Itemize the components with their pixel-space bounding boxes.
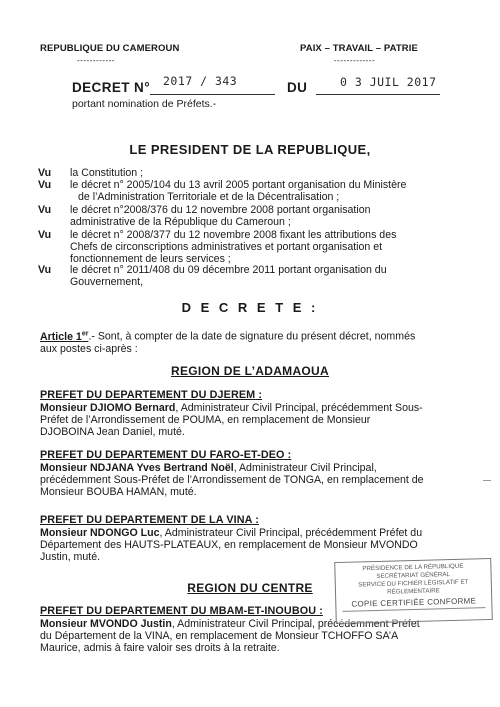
vu-item bbox=[38, 204, 478, 228]
vu-text: le décret n° 2011/408 du 09 décembre 2011 portant organisation du Gouvernement, bbox=[70, 264, 387, 288]
margin-mark bbox=[483, 480, 491, 481]
vu-label: Vu bbox=[38, 264, 52, 276]
prefet-title: PREFET DU DEPARTEMENT DU DJEREM : bbox=[40, 389, 263, 401]
certified-copy-stamp: PRÉSIDENCE DE LA RÉPUBLIQUE SECRÉTARIAT GÉNÉRAL SERVICE DU FICHIER LÉGISLATIF ET RÉGLEMENTAIRE COPIE CERTIFIÉE CONFORME bbox=[334, 558, 493, 624]
vu-label: Vu bbox=[38, 167, 52, 179]
article-1: Article 1er.- Sont, à compter de la date de signature du présent décret, nommés aux postes ci-après : bbox=[40, 330, 416, 355]
header-republic: REPUBLIQUE DU CAMEROUN bbox=[40, 43, 180, 54]
vu-item bbox=[38, 167, 478, 179]
vu-item bbox=[38, 179, 478, 203]
header-left-dashes: ------------ bbox=[77, 56, 115, 65]
vu-text: le décret n° 2005/104 du 13 avril 2005 portant organisation du Ministère de l’Administration Territoriale et de la Décentralisation ; bbox=[70, 179, 407, 203]
prefet-body: Monsieur NDJANA Yves Bertrand Noël, Administrateur Civil Principal, précédemment Sous-Préfet de l’Arrondissement de TONGA, en remplacement de Monsieur BOUBA HAMAN, muté. bbox=[40, 462, 424, 499]
decree-label: DECRET N° bbox=[72, 80, 151, 95]
vu-item bbox=[38, 264, 478, 288]
prefet-name: Monsieur NDONGO Luc bbox=[40, 527, 160, 539]
vu-label: Vu bbox=[38, 229, 52, 241]
article-1-label: Article 1er bbox=[40, 330, 89, 343]
vu-item bbox=[38, 229, 478, 265]
prefet-name: Monsieur DJIOMO Bernard bbox=[40, 402, 176, 414]
decree-du-label: DU bbox=[287, 80, 308, 95]
decrete-heading: D E C R E T E : bbox=[181, 300, 319, 315]
vu-text: le décret n° 2008/377 du 12 novembre 2008 fixant les attributions des Chefs de circonscriptions administratives et portant organisation et fonctionnement de leurs services ; bbox=[70, 229, 397, 265]
president-heading: LE PRESIDENT DE LA REPUBLIQUE, bbox=[129, 142, 371, 157]
prefet-title: PREFET DU DEPARTEMENT DU FARO-ET-DEO : bbox=[40, 449, 292, 461]
vu-label: Vu bbox=[38, 204, 52, 216]
decree-date-field bbox=[316, 74, 440, 95]
prefet-body: Monsieur MVONDO Justin, Administrateur Civil Principal, précédemment Préfet du Département de la VINA, en remplacement de Monsieur TCHOFFO SA’A Maurice, admis à faire valoir ses droits à la retraite. bbox=[40, 618, 420, 655]
vu-label: Vu bbox=[38, 179, 52, 191]
header-right-dashes: ------------- bbox=[334, 56, 376, 65]
region-heading: REGION DE L’ADAMAOUA bbox=[170, 364, 329, 378]
prefet-body: Monsieur DJIOMO Bernard, Administrateur Civil Principal, précédemment Sous- Préfet de l’Arrondissement de POUMA, en remplacement de Monsieur DJOBOINA Jean Daniel, muté. bbox=[40, 402, 423, 439]
decree-date: 0 3 JUIL 2017 bbox=[340, 75, 437, 89]
decree-number-field bbox=[150, 74, 275, 95]
prefet-name: Monsieur MVONDO Justin bbox=[40, 618, 172, 630]
vu-text: le décret n°2008/376 du 12 novembre 2008 portant organisation administrative de la République du Cameroun ; bbox=[70, 204, 371, 228]
prefet-body: Monsieur NDONGO Luc, Administrateur Civil Principal, précédemment Préfet du Département des HAUTS-PLATEAUX, en remplacement de Monsieur MVONDO Justin, muté. bbox=[40, 527, 423, 564]
header-motto: PAIX – TRAVAIL – PATRIE bbox=[300, 43, 418, 54]
prefet-title: PREFET DU DEPARTEMENT DE LA VINA : bbox=[40, 514, 259, 526]
decree-subtitle: portant nomination de Préfets.- bbox=[72, 98, 217, 110]
decree-number: 2017 / 343 bbox=[163, 74, 238, 88]
prefet-name: Monsieur NDJANA Yves Bertrand Noël bbox=[40, 462, 234, 474]
region-heading: REGION DU CENTRE bbox=[187, 581, 313, 595]
prefet-title: PREFET DU DEPARTEMENT DU MBAM-ET-INOUBOU : bbox=[40, 605, 323, 617]
vu-text: la Constitution ; bbox=[70, 167, 144, 179]
